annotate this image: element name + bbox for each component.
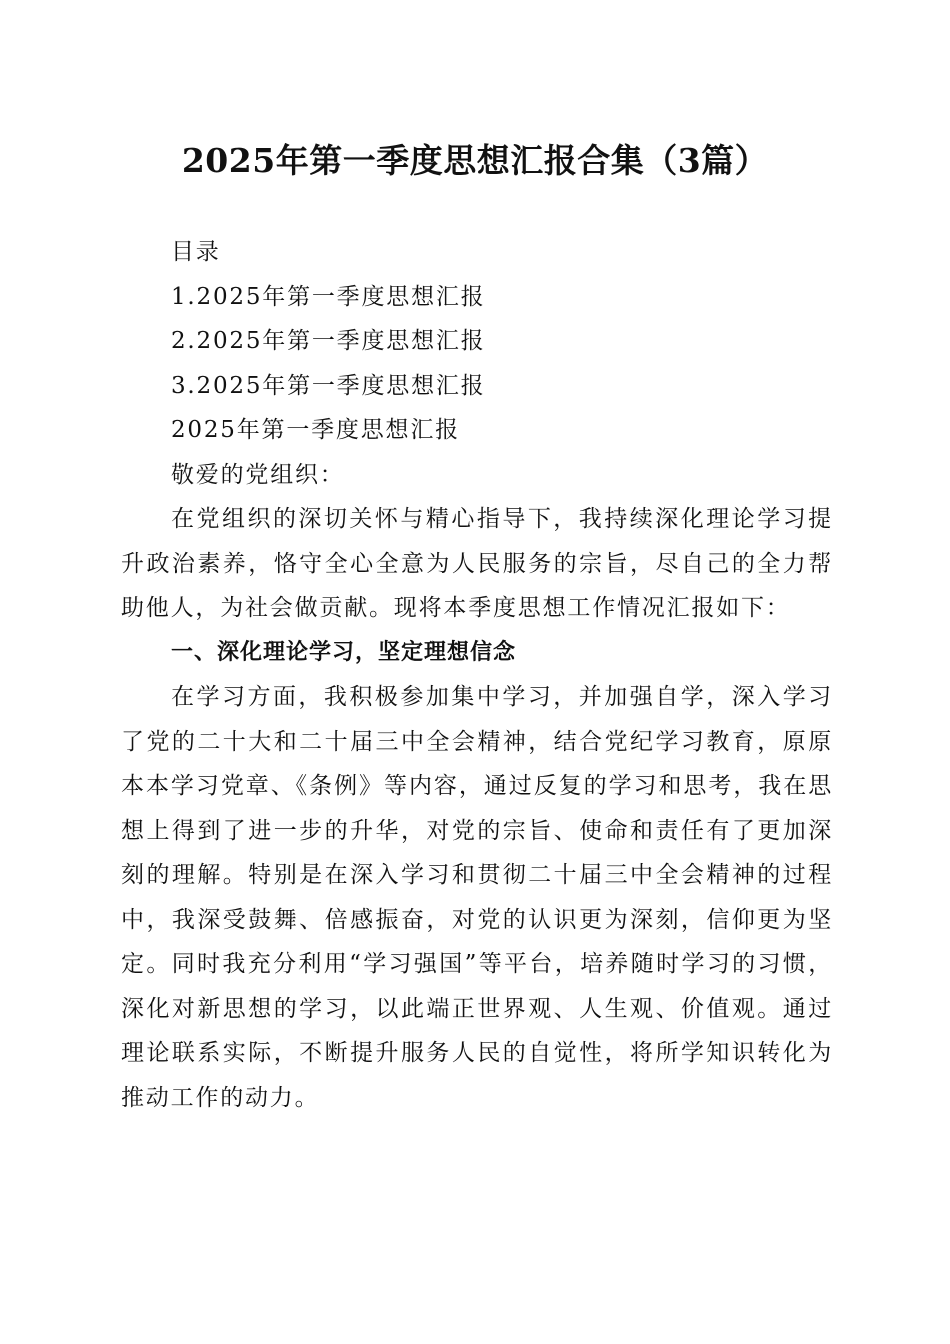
article-title: 2025年第一季度思想汇报: [171, 417, 460, 443]
section-body-1: 在学习方面，我积极参加集中学习，并加强自学，深入学习了党的二十大和二十届三中全会精神，结合党纪学习教育，原原本本学习党章、《条例》等内容，通过反复的学习和思考，我在思想上得到了进一步的升华，对党的宗旨、使命和责任有了更加深刻的理解。特别是在深入学习和贯彻二十届三中全会精神的过程中，我深受鼓舞、倍感振奋，对党的认识更为深刻，信仰更为坚定。同时我充分利用“学习强国”等平台，培养随时学习的习惯，深化对新思想的学习，以此端正世界观、人生观、价值观。通过理论联系实际，不断提升服务人民的自觉性，将所学知识转化为推动工作的动力。: [121, 684, 833, 1111]
intro-paragraph: 在党组织的深切关怀与精心指导下，我持续深化理论学习提升政治素养，恪守全心全意为人民服务的宗旨，尽自己的全力帮助他人，为社会做贡献。现将本季度思想工作情况汇报如下：: [121, 506, 833, 621]
section-heading-1: 一、深化理论学习，坚定理想信念: [171, 639, 517, 665]
salutation: 敬爱的党组织：: [171, 461, 345, 488]
document-title: 2025年第一季度思想汇报合集（3篇）: [181, 141, 769, 180]
toc-item-3: 3.2025年第一季度思想汇报: [171, 372, 486, 399]
toc-item-1: 1.2025年第一季度思想汇报: [171, 283, 486, 310]
document-body: [121, 230, 833, 1120]
toc-label: 目录: [171, 239, 221, 265]
toc-item-2: 2.2025年第一季度思想汇报: [171, 328, 486, 354]
